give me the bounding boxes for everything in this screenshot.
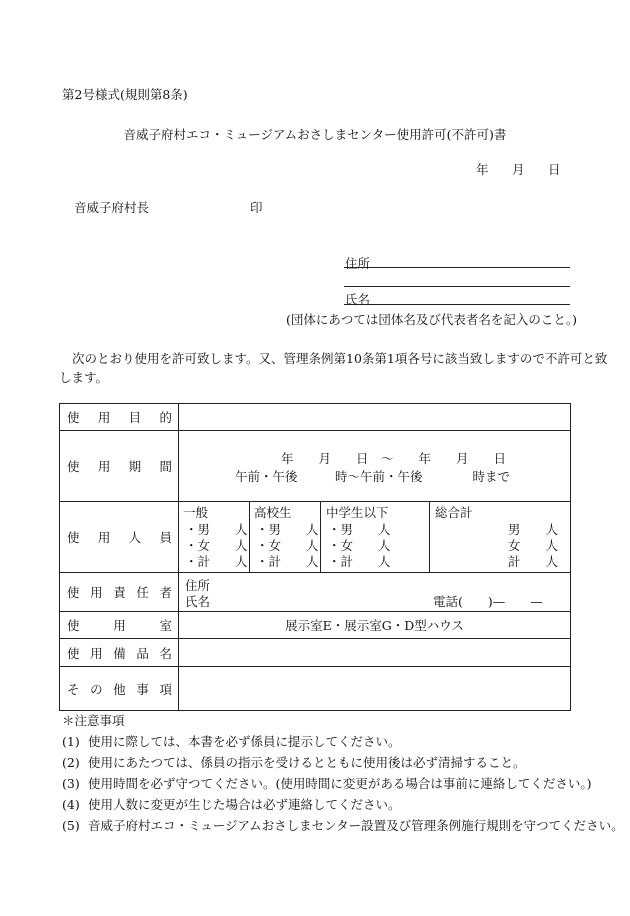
highschool-male[interactable]: ・男 人 xyxy=(256,522,319,537)
notes-heading: ＊注意事項 xyxy=(62,713,125,728)
responsible-phone: 電話( )— — xyxy=(433,594,543,609)
note-item: (5) 音威子府村エコ・ミュージアムおさしまセンター設置及び管理条例施行規則を守つてください。 xyxy=(62,818,624,833)
other-value[interactable] xyxy=(179,667,571,711)
middleschool-total[interactable]: ・計 人 xyxy=(328,554,391,569)
note-item: (4) 使用人数に変更が生じた場合は必ず連絡してください。 xyxy=(62,797,401,812)
label-people: 使 用 人 員 xyxy=(60,502,179,573)
middleschool-female[interactable]: ・女 人 xyxy=(328,538,391,553)
label-equipment: 使 用 備 品 名 xyxy=(60,639,179,667)
address-underline xyxy=(344,267,570,268)
general-male[interactable]: ・男 人 xyxy=(185,522,248,537)
document-title: 音威子府村エコ・ミュージアムおさしまセンター使用許可(不許可)書 xyxy=(123,127,507,142)
equipment-value[interactable] xyxy=(179,639,571,667)
label-purpose: 使 用 目 的 xyxy=(60,404,179,431)
highschool-female[interactable]: ・女 人 xyxy=(256,538,319,553)
general-total[interactable]: ・計 人 xyxy=(185,554,248,569)
label-responsible: 使 用 責 任 者 xyxy=(60,573,179,612)
date-day: 日 xyxy=(548,162,561,177)
note-item: (2) 使用にあたつては、係員の指示を受けるとともに使用後は必ず清掃すること。 xyxy=(62,755,526,770)
form-number: 第2号様式(規則第8条) xyxy=(62,87,188,102)
note-item: (3) 使用時間を必ず守つてください。(使用時間に変更がある場合は事前に連絡してください。) xyxy=(62,776,592,791)
middleschool-male[interactable]: ・男 人 xyxy=(328,522,391,537)
group-general: 一般 xyxy=(183,505,209,520)
applicant-address-label: 住所 xyxy=(345,256,371,271)
seal-mark: 印 xyxy=(250,200,263,215)
applicant-note: (団体にあつては団体名及び代表者名を記入のこと。) xyxy=(286,312,578,327)
body-text-line2: します。 xyxy=(59,370,109,385)
date-year: 年 xyxy=(476,162,489,177)
issuer-name: 音威子府村長 xyxy=(74,200,150,215)
note-item: (1) 使用に際しては、本書を必ず係員に提示してください。 xyxy=(62,734,401,749)
responsible-name-label: 氏名 xyxy=(185,594,211,609)
period-times: 午前・午後 時～午前・午後 時まで xyxy=(235,469,511,484)
applicant-name-label: 氏名 xyxy=(345,292,371,307)
label-room: 使 用 室 xyxy=(60,612,179,639)
people-value xyxy=(179,502,571,573)
label-period: 使 用 期 間 xyxy=(60,431,179,502)
purpose-value[interactable] xyxy=(179,404,571,431)
responsible-address-label: 住所 xyxy=(185,578,211,593)
body-text-line1: 次のとおり使用を許可致します。又、管理条例第10条第1項各号に該当致しますので不許可と致 xyxy=(72,351,608,366)
grand-total-female[interactable]: 女 人 xyxy=(508,538,559,553)
room-text: 展示室E・展示室G・D型ハウス xyxy=(285,618,464,633)
room-value[interactable] xyxy=(179,612,571,639)
highschool-total[interactable]: ・計 人 xyxy=(256,554,319,569)
date-month: 月 xyxy=(512,162,525,177)
grand-total-total[interactable]: 計 人 xyxy=(508,554,559,569)
group-middleschool: 中学生以下 xyxy=(326,505,389,520)
period-dates: 年 月 日 ～ 年 月 日 xyxy=(281,451,507,466)
group-highschool: 高校生 xyxy=(254,505,292,520)
label-other: そ の 他 事 項 xyxy=(60,667,179,711)
period-value[interactable] xyxy=(179,431,571,502)
general-female[interactable]: ・女 人 xyxy=(185,538,248,553)
grand-total-male[interactable]: 男 人 xyxy=(508,522,559,537)
name-underline xyxy=(344,304,570,305)
group-grand-total: 総合計 xyxy=(435,505,473,520)
usage-table xyxy=(59,403,571,711)
address-underline-2 xyxy=(344,286,570,287)
responsible-value[interactable] xyxy=(179,573,571,612)
